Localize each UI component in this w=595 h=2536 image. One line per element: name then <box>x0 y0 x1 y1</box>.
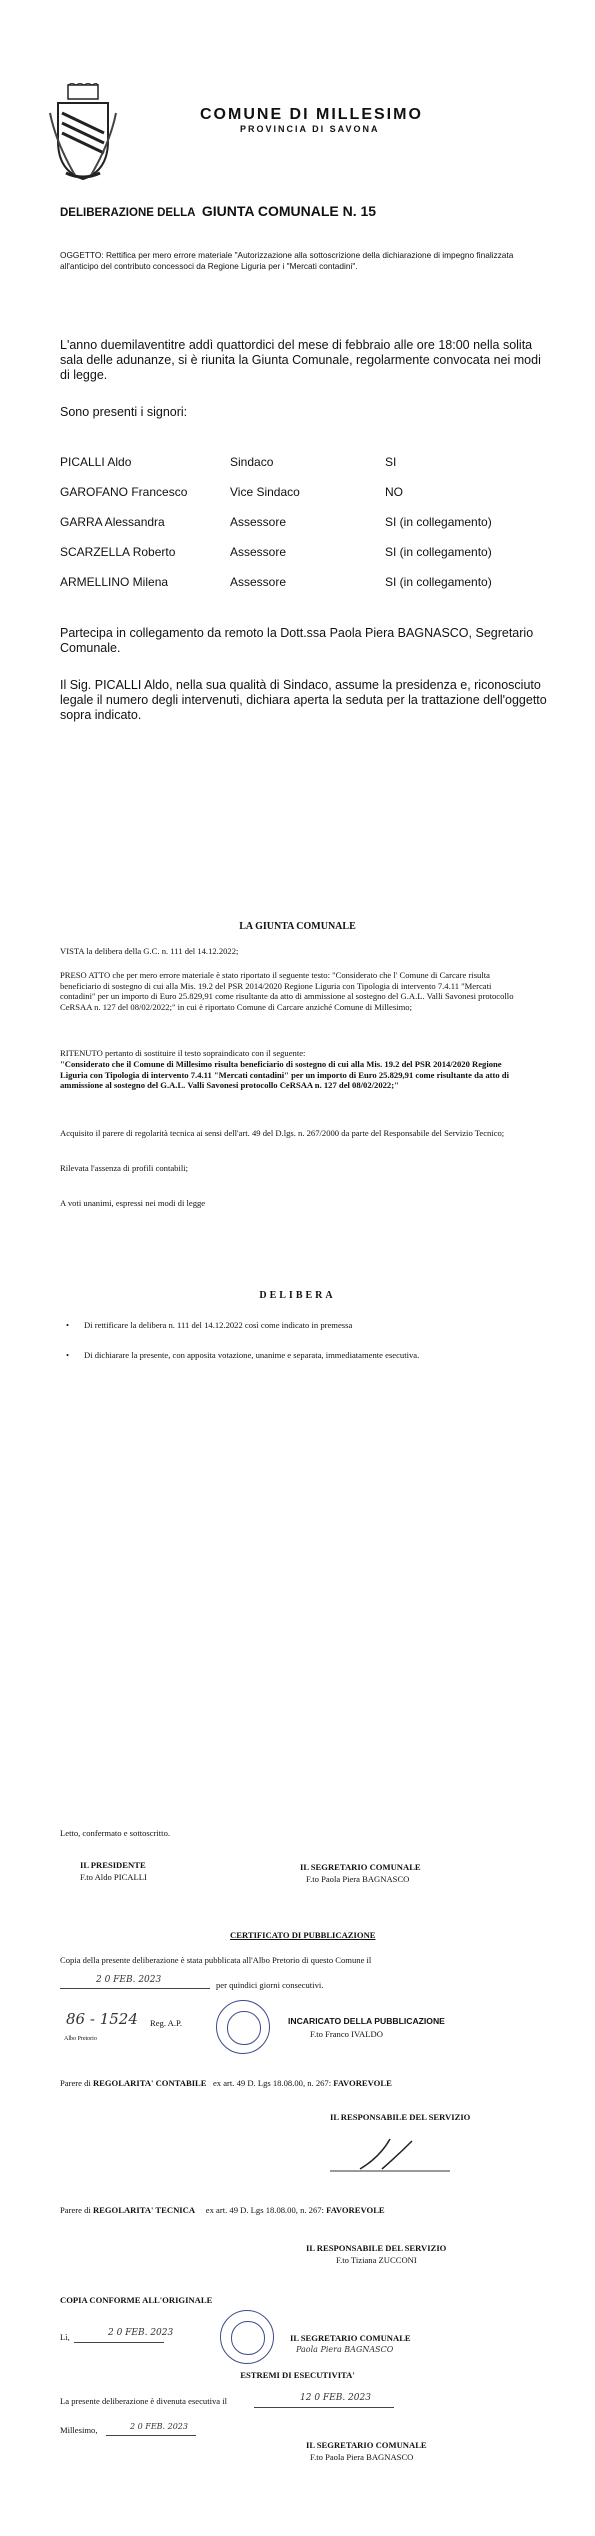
member-presence: SI (in collegamento) <box>385 515 492 529</box>
delibera-heading: DELIBERA <box>259 1290 336 1301</box>
pubblicazione-title: CERTIFICATO DI PUBBLICAZIONE <box>230 1930 376 1940</box>
responsabile-servizio-2-name: F.to Tiziana ZUCCONI <box>336 2255 417 2265</box>
pubblicazione-period: per quindici giorni consecutivi. <box>216 1980 324 1990</box>
esecutivita-place: Millesimo, <box>60 2425 98 2435</box>
signature-mark <box>320 2135 460 2175</box>
esecutivita-text: La presente deliberazione è divenuta esecutiva il <box>60 2396 228 2406</box>
copia-conforme-title: COPIA CONFORME ALL'ORIGINALE <box>60 2295 213 2305</box>
pubblicazione-date-handwritten: 2 0 FEB. 2023 <box>96 1975 162 1985</box>
member-presence: SI (in collegamento) <box>385 575 492 589</box>
member-name: SCARZELLA Roberto <box>60 545 176 559</box>
present-label: Sono presenti i signori: <box>60 405 188 419</box>
copia-segretario-name: Paola Piera BAGNASCO <box>296 2345 394 2354</box>
vista-paragraph: VISTA la delibera della G.C. n. 111 del 14.12.2022; <box>60 946 239 956</box>
presidente-title: IL PRESIDENTE <box>80 1860 146 1870</box>
parere-tecnica-type: REGOLARITA' TECNICA <box>92 2205 196 2215</box>
parere-tecnica-prefix: Parere di <box>60 2205 91 2215</box>
member-role: Assessore <box>230 575 287 589</box>
copia-li-label: Lì, <box>60 2332 70 2342</box>
copia-stamp <box>220 2310 274 2364</box>
member-role: Assessore <box>230 545 287 559</box>
parere-contabile-type: REGOLARITA' CONTABILE <box>92 2078 207 2088</box>
oggetto-text: OGGETTO: Rettifica per mero errore materiale "Autorizzazione alla sottoscrizione della dichiarazione di impegno finalizzata all'anticipo del contributo concessoci da Regione Liguria per i "Mercati contadini". <box>60 250 514 271</box>
member-presence: SI (in collegamento) <box>385 545 492 559</box>
municipal-crest <box>46 83 120 183</box>
esecutivita-segretario-title: IL SEGRETARIO COMUNALE <box>306 2440 427 2450</box>
responsabile-servizio-1: IL RESPONSABILE DEL SERVIZIO <box>330 2112 471 2122</box>
incaricato-title: INCARICATO DELLA PUBBLICAZIONE <box>288 2016 445 2026</box>
intro-paragraph: L'anno duemilaventitre addì quattordici del mese di febbraio alle ore 18:00 nella solita sala delle adunanze, si è riunita la Giunta Comunale, regolarmente convocata nei modi di legge. <box>60 338 541 382</box>
secretary-paragraph: Partecipa in collegamento da remoto la Dott.ssa Paola Piera BAGNASCO, Segretario Comunale. <box>60 626 534 655</box>
segretario-name: F.to Paola Piera BAGNASCO <box>306 1874 410 1884</box>
responsabile-servizio-2: IL RESPONSABILE DEL SERVIZIO <box>306 2243 447 2253</box>
member-name: PICALLI Aldo <box>60 455 132 469</box>
ritenuto-quote: "Considerato che il Comune di Millesimo risulta beneficiario di sostegno di cui alla Mis. 19.2 del PSR 2014/2020 Regione Liguria con Tipologia di intervento 7.4.11 "Mercati contadini" per un importo di Euro 25.829,91 come risultante da atto di ammissione al sostegno del G.A.L. Valli Savonesi protocollo CeRSAA n. 127 del 08/02/2022;" <box>60 1059 509 1090</box>
deliberation-title-main: GIUNTA COMUNALE N. 15 <box>201 203 377 219</box>
deliberation-title-prefix: DELIBERAZIONE DELLA <box>60 207 196 219</box>
incaricato-name: F.to Franco IVALDO <box>310 2029 383 2039</box>
copia-date-handwritten: 2 0 FEB. 2023 <box>108 2328 174 2338</box>
esecutivita-title: ESTREMI DI ESECUTIVITA' <box>240 2370 355 2380</box>
albo-label: Albo Pretorio <box>64 2036 97 2042</box>
province-name: PROVINCIA DI SAVONA <box>240 124 380 134</box>
esecutivita-place-date-handwritten: 2 0 FEB. 2023 <box>130 2422 188 2431</box>
rilevata-paragraph: Rilevata l'assenza di profili contabili; <box>60 1163 189 1173</box>
parere-contabile <box>60 2078 392 2088</box>
presidente-name: F.to Aldo PICALLI <box>80 1872 147 1882</box>
acquisito-paragraph: Acquisito il parere di regolarità tecnica ai sensi dell'art. 49 del D.lgs. n. 267/2000 da parte del Responsabile del Servizio Tecnico; <box>60 1128 505 1138</box>
esecutivita-segretario-name: F.to Paola Piera BAGNASCO <box>310 2452 414 2462</box>
pubblicazione-text: Copia della presente deliberazione è stata pubblicata all'Albo Pretorio di questo Comune il <box>60 1955 372 1965</box>
official-stamp <box>216 2000 270 2054</box>
voti-paragraph: A voti unanimi, espressi nei modi di legge <box>60 1198 206 1208</box>
esecutivita-date-handwritten: 12 0 FEB. 2023 <box>300 2393 371 2403</box>
letto-text: Letto, confermato e sottoscritto. <box>60 1828 171 1838</box>
member-name: GARRA Alessandra <box>60 515 165 529</box>
member-role: Sindaco <box>230 455 274 469</box>
delibera-item: • Di dichiarare la presente, con apposita votazione, unanime e separata, immediatamente esecutiva. <box>84 1350 524 1361</box>
member-name: GAROFANO Francesco <box>60 485 188 499</box>
delibera-item: • Di rettificare la delibera n. 111 del 14.12.2022 così come indicato in premessa <box>84 1320 524 1331</box>
ritenuto-intro: RITENUTO pertanto di sostituire il testo sopraindicato con il seguente: <box>60 1048 306 1058</box>
member-role: Vice Sindaco <box>230 485 300 499</box>
member-role: Assessore <box>230 515 287 529</box>
segretario-title: IL SEGRETARIO COMUNALE <box>300 1862 421 1872</box>
parere-tecnica-result: FAVOREVOLE <box>326 2205 385 2215</box>
copia-segretario-title: IL SEGRETARIO COMUNALE <box>290 2333 411 2343</box>
parere-tecnica-ref: ex art. 49 D. Lgs 18.08.00, n. 267: <box>205 2205 324 2215</box>
deliberation-title <box>60 203 376 219</box>
registro-label: Reg. A.P. <box>150 2018 182 2028</box>
member-presence: SI <box>385 455 397 469</box>
parere-contabile-ref: ex art. 49 D. Lgs 18.08.00, n. 267: <box>212 2078 332 2088</box>
member-presence: NO <box>385 485 403 499</box>
chair-paragraph: Il Sig. PICALLI Aldo, nella sua qualità di Sindaco, assume la presidenza e, riconosciuto legale il numero degli intervenuti, dichiara aperta la seduta per la trattazione dell'oggetto sopra indicato. <box>60 678 547 722</box>
municipality-name: COMUNE DI MILLESIMO <box>200 106 423 123</box>
parere-contabile-prefix: Parere di <box>60 2078 91 2088</box>
parere-tecnica <box>60 2205 385 2215</box>
preso-atto-paragraph: PRESO ATTO che per mero errore materiale è stato riportato il seguente testo: "Considerato che l' Comune di Carcare risulta beneficiario di sostegno di cui alla Mis. 19.2 del PSR 2014/2020 Regione Liguria con Tipologia di intervento 7.4.11 "Mercati contadini" per un importo di Euro 25.829,91 come risultante da atto di ammissione al sostegno del G.A.L. Valli Savonesi protocollo CeRSAA n. 127 del 08/02/2022;" in cui è riportato Comune di Carcare anziché Comune di Millesimo; <box>60 970 514 1012</box>
member-name: ARMELLINO Milena <box>60 575 169 589</box>
giunta-title: LA GIUNTA COMUNALE <box>239 921 356 932</box>
registro-number-handwritten: 86 - 1524 <box>66 2010 138 2028</box>
parere-contabile-result: FAVOREVOLE <box>333 2078 392 2088</box>
